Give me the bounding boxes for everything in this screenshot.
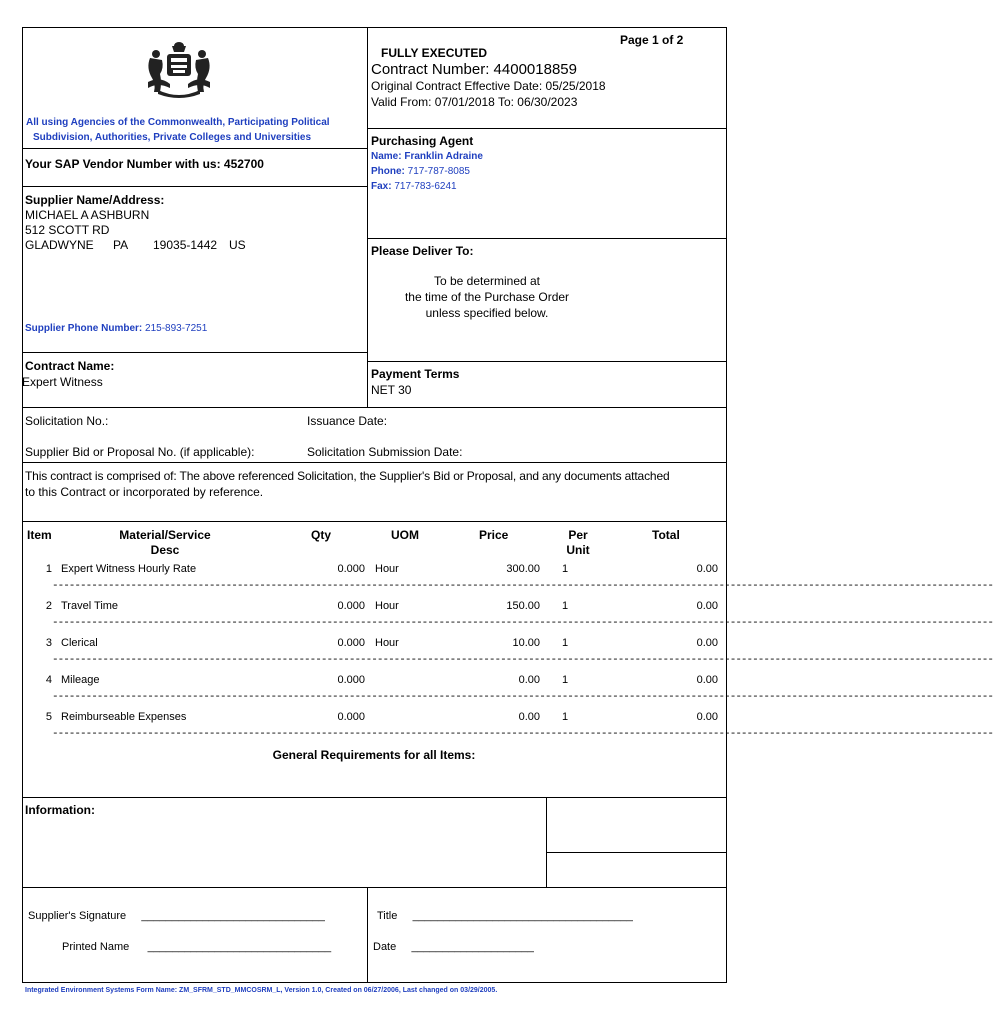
contract-number: Contract Number: 4400018859: [371, 61, 577, 78]
purchasing-agent-label: Purchasing Agent: [371, 134, 474, 148]
agent-phone-value: 717-787-8085: [407, 166, 470, 177]
cell-desc: Clerical: [61, 637, 98, 649]
printed-name-label: Printed Name: [62, 941, 130, 953]
cell-price: 300.00: [506, 563, 540, 575]
title-line: [377, 910, 633, 922]
cell-qty: 0.000: [337, 600, 365, 612]
supplier-label: Supplier Name/Address:: [25, 193, 165, 207]
original-effective-date: Original Contract Effective Date: 05/25/2018: [371, 79, 606, 93]
valid-dates: Valid From: 07/01/2018 To: 06/30/2023: [371, 95, 578, 109]
cell-price: 10.00: [512, 637, 540, 649]
cell-total: 0.00: [696, 711, 718, 723]
date-line: [373, 941, 534, 953]
agent-phone-label: Phone:: [371, 166, 405, 177]
cell-qty: 0.000: [337, 637, 365, 649]
supplier-signature-blank: ______________________________: [141, 910, 325, 922]
cell-uom: Hour: [375, 600, 399, 612]
divider: [367, 238, 726, 239]
cell-item: 4: [45, 674, 52, 686]
payment-terms-label: Payment Terms: [371, 367, 460, 381]
form-footer: Integrated Environment Systems Form Name: ZM_SFRM_STD_MMCOSRM_L, Version 1.0, Created on 06/27/2006, Last changed on 03/29/2005.: [25, 987, 498, 994]
supplier-street: 512 SCOTT RD: [25, 223, 110, 237]
divider: [367, 27, 368, 407]
divider: [22, 462, 726, 463]
cell-total: 0.00: [696, 600, 718, 612]
deliver-to-label: Please Deliver To:: [371, 244, 474, 258]
bid-proposal-label: Supplier Bid or Proposal No. (if applicable):: [25, 445, 255, 459]
divider: [546, 797, 547, 887]
divider: [22, 148, 367, 149]
page-indicator: Page 1 of 2: [620, 33, 684, 47]
status-label: FULLY EXECUTED: [381, 46, 488, 60]
cell-total: 0.00: [696, 563, 718, 575]
row-separator: ------------------------------------------------------------------------------------------------------------------------------------------------------------------------: [52, 580, 993, 592]
divider: [367, 361, 726, 362]
cell-item: 1: [45, 563, 52, 575]
cell-item: 2: [45, 600, 52, 612]
supplier-phone-label: Supplier Phone Number:: [25, 323, 143, 334]
pennsylvania-seal-icon: [140, 38, 218, 100]
col-item-header: Item: [27, 528, 52, 542]
agencies-line: All using Agencies of the Commonwealth, Participating Political: [26, 117, 330, 128]
cell-per: 1: [562, 563, 569, 575]
supplier-city: GLADWYNE: [25, 238, 94, 252]
divider: [22, 797, 726, 798]
divider: [22, 521, 726, 522]
cell-qty: 0.000: [337, 563, 365, 575]
divider: [22, 186, 367, 187]
col-total-header: Total: [652, 528, 680, 542]
payment-terms-value: NET 30: [371, 383, 412, 397]
issuance-date-label: Issuance Date:: [307, 414, 388, 428]
divider: [22, 887, 726, 888]
supplier-signature-label: Supplier's Signature: [28, 910, 127, 922]
supplier-state: PA: [113, 238, 129, 252]
supplier-signature-line: [28, 910, 325, 922]
comprised-text: This contract is comprised of: The above referenced Solicitation, the Supplier's Bid or Proposal, and any documents attached: [25, 469, 670, 483]
divider: [546, 852, 726, 853]
cell-price: 150.00: [506, 600, 540, 612]
divider: [22, 352, 367, 353]
col-desc-header: Material/Service: [119, 528, 211, 542]
row-separator: ------------------------------------------------------------------------------------------------------------------------------------------------------------------------: [52, 617, 993, 629]
col-desc-header: Desc: [150, 543, 180, 557]
title-blank: ____________________________________: [412, 910, 633, 922]
cell-uom: Hour: [375, 563, 399, 575]
agent-name-value: Franklin Adraine: [404, 151, 483, 162]
information-label: Information:: [25, 803, 95, 817]
cell-per: 1: [562, 600, 569, 612]
submission-date-label: Solicitation Submission Date:: [307, 445, 463, 459]
date-blank: ____________________: [411, 941, 534, 953]
contract-name-label: Contract Name:: [25, 359, 115, 373]
agencies-line: Subdivision, Authorities, Private Colleges and Universities: [33, 132, 312, 143]
cell-uom: Hour: [375, 637, 399, 649]
contract-name-value: Expert Witness: [22, 375, 103, 389]
agent-fax: [371, 181, 457, 192]
cell-price: 0.00: [518, 711, 540, 723]
comprised-text: to this Contract or incorporated by reference.: [25, 485, 264, 499]
cell-total: 0.00: [696, 637, 718, 649]
agent-name: [371, 151, 483, 162]
row-separator: ------------------------------------------------------------------------------------------------------------------------------------------------------------------------: [52, 728, 993, 740]
supplier-country: US: [229, 238, 246, 252]
cell-price: 0.00: [518, 674, 540, 686]
cell-total: 0.00: [696, 674, 718, 686]
row-separator: ------------------------------------------------------------------------------------------------------------------------------------------------------------------------: [52, 691, 993, 703]
col-per-header: Per: [568, 528, 588, 542]
agent-fax-value: 717-783-6241: [394, 181, 457, 192]
cell-desc: Travel Time: [61, 600, 119, 612]
row-separator: ------------------------------------------------------------------------------------------------------------------------------------------------------------------------: [52, 654, 993, 666]
cell-desc: Mileage: [61, 674, 100, 686]
supplier-phone: [25, 323, 207, 334]
title-label: Title: [377, 910, 398, 922]
agent-name-label: Name:: [371, 151, 402, 162]
agent-phone: [371, 166, 470, 177]
cell-per: 1: [562, 637, 569, 649]
col-price-header: Price: [479, 528, 509, 542]
cell-item: 5: [45, 711, 52, 723]
agent-fax-label: Fax:: [371, 181, 392, 192]
divider: [367, 128, 726, 129]
divider: [22, 407, 726, 408]
cell-item: 3: [45, 637, 52, 649]
printed-name-line: [62, 941, 331, 953]
cell-desc: Reimburseable Expenses: [61, 711, 187, 723]
deliver-line: the time of the Purchase Order: [404, 290, 570, 304]
col-qty-header: Qty: [311, 528, 332, 542]
date-label: Date: [373, 941, 397, 953]
deliver-line: unless specified below.: [425, 306, 549, 320]
divider: [367, 887, 368, 982]
cell-desc: Expert Witness Hourly Rate: [61, 563, 197, 575]
printed-name-blank: ______________________________: [147, 941, 332, 953]
supplier-name: MICHAEL A ASHBURN: [25, 208, 150, 222]
col-per-header: Unit: [566, 543, 590, 557]
cell-per: 1: [562, 674, 569, 686]
vendor-number: Your SAP Vendor Number with us: 452700: [25, 157, 264, 171]
col-uom-header: UOM: [391, 528, 419, 542]
supplier-zip: 19035-1442: [153, 238, 218, 252]
general-requirements: General Requirements for all Items:: [272, 748, 476, 762]
cell-per: 1: [562, 711, 569, 723]
solicitation-no-label: Solicitation No.:: [25, 414, 109, 428]
cell-qty: 0.000: [337, 674, 365, 686]
deliver-line: To be determined at: [433, 274, 541, 288]
supplier-phone-value: 215-893-7251: [145, 323, 208, 334]
cell-qty: 0.000: [337, 711, 365, 723]
